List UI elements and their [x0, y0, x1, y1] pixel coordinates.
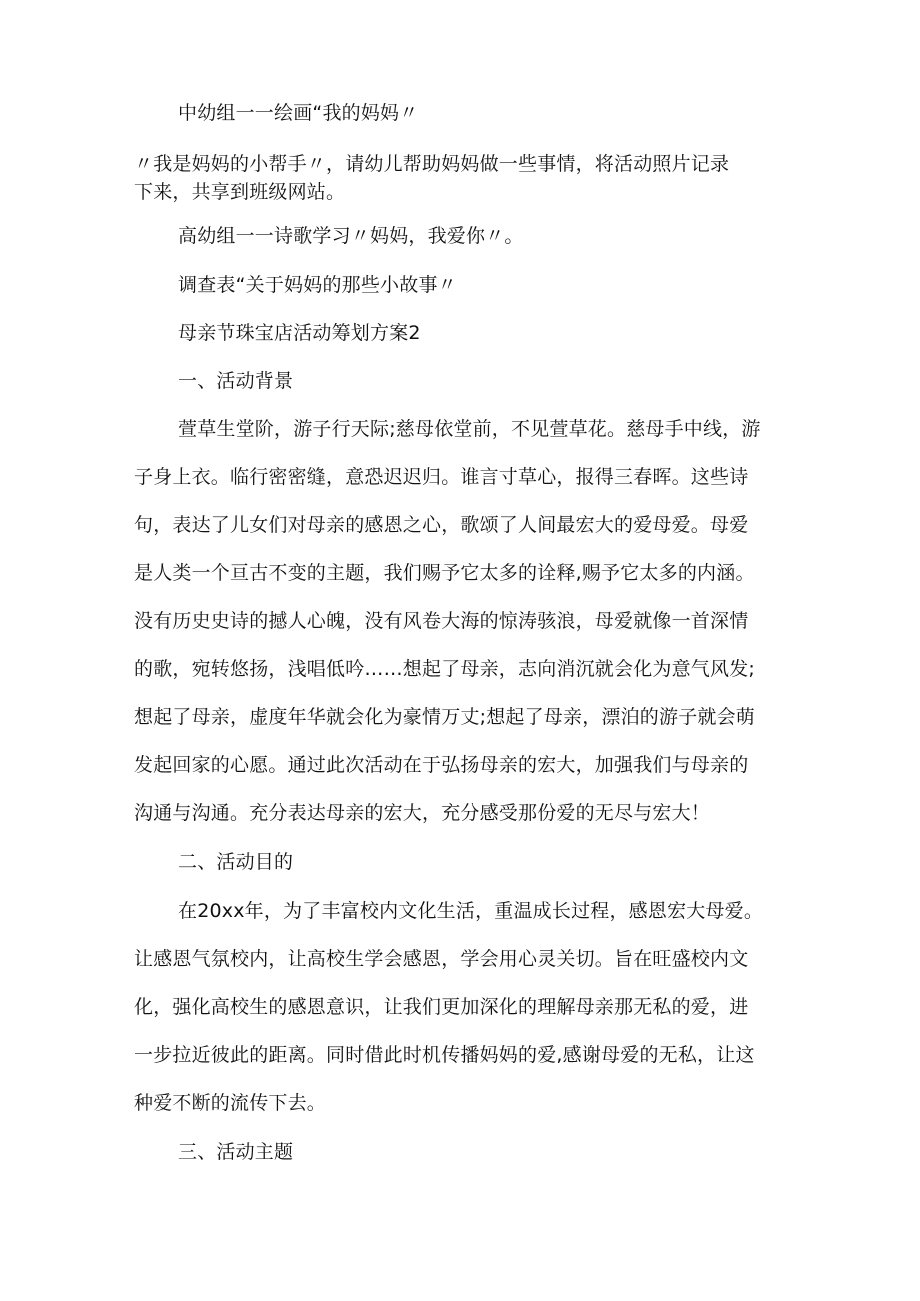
- text-line: 萱草生堂阶，游子行天际;慈母依堂前，不见萱草花。慈母手中线，游: [178, 418, 761, 440]
- text-line: 发起回家的心愿。通过此次活动在于弘扬母亲的宏大，加强我们与母亲的: [134, 754, 749, 776]
- text-line: 三、活动主题: [178, 1141, 294, 1163]
- text-line: 一、活动背景: [178, 370, 294, 392]
- section-title-plan-2: [134, 309, 794, 357]
- text-line: 调查表“关于妈妈的那些小故事〃: [178, 274, 457, 296]
- text-line: 下来，共享到班级网站。: [134, 181, 346, 203]
- heading-activity-purpose: [134, 838, 794, 886]
- paragraph-middle-group-drawing: [134, 89, 794, 137]
- paragraph-survey: [134, 261, 794, 309]
- text-line: 二、活动目的: [178, 851, 294, 873]
- heading-activity-background: [134, 357, 794, 405]
- text-line: 想起了母亲，虚度年华就会化为豪情万丈;想起了母亲，漂泊的游子就会萌: [134, 706, 756, 728]
- text-line: 一步拉近彼此的距离。同时借此时机传播妈妈的爱,感谢母爱的无私，让这: [134, 1044, 755, 1066]
- text-line: 在20xx年，为了丰富校内文化生活，重温成长过程，感恩宏大母爱。: [178, 900, 764, 922]
- text-line: 中幼组一一绘画“我的妈妈〃: [178, 102, 419, 124]
- text-line: 的歌，宛转悠扬，浅唱低吟……想起了母亲，志向消沉就会化为意气风发;: [134, 658, 756, 680]
- paragraph-purpose-body: [134, 887, 794, 1127]
- text-line: 种爱不断的流传下去。: [134, 1092, 327, 1114]
- text-line: 让感恩气氛校内，让高校生学会感恩，学会用心灵关切。旨在旺盛校内文: [134, 948, 749, 970]
- text-line: 子身上衣。临行密密缝，意恐迟迟归。谁言寸草心，报得三春晖。这些诗: [134, 466, 749, 488]
- text-line: 〃我是妈妈的小帮手〃，请幼儿帮助妈妈做一些事情，将活动照片记录: [134, 153, 730, 175]
- paragraph-background-body: [134, 405, 794, 837]
- text-line: 沟通与沟通。充分表达母亲的宏大，充分感受那份爱的无尽与宏大！: [134, 802, 711, 824]
- paragraph-little-helper: [134, 150, 794, 206]
- text-line: 是人类一个亘古不变的主题，我们赐予它太多的诠释,赐予它太多的内涵。: [134, 562, 755, 584]
- text-line: 句，表达了儿女们对母亲的感恩之心，歌颂了人间最宏大的爱母爱。母爱: [134, 514, 749, 536]
- text-line: 化，强化高校生的感恩意识，让我们更加深化的理解母亲那无私的爱，进: [134, 996, 749, 1018]
- paragraph-senior-group-poem: [134, 212, 794, 260]
- text-line: 母亲节珠宝店活动筹划方案2: [178, 322, 421, 344]
- text-line: 没有历史史诗的撼人心魄，没有风卷大海的惊涛骇浪，母爱就像一首深情: [134, 610, 749, 632]
- heading-activity-theme: [134, 1128, 794, 1176]
- text-line: 高幼组一一诗歌学习〃妈妈，我爱你〃。: [178, 225, 524, 247]
